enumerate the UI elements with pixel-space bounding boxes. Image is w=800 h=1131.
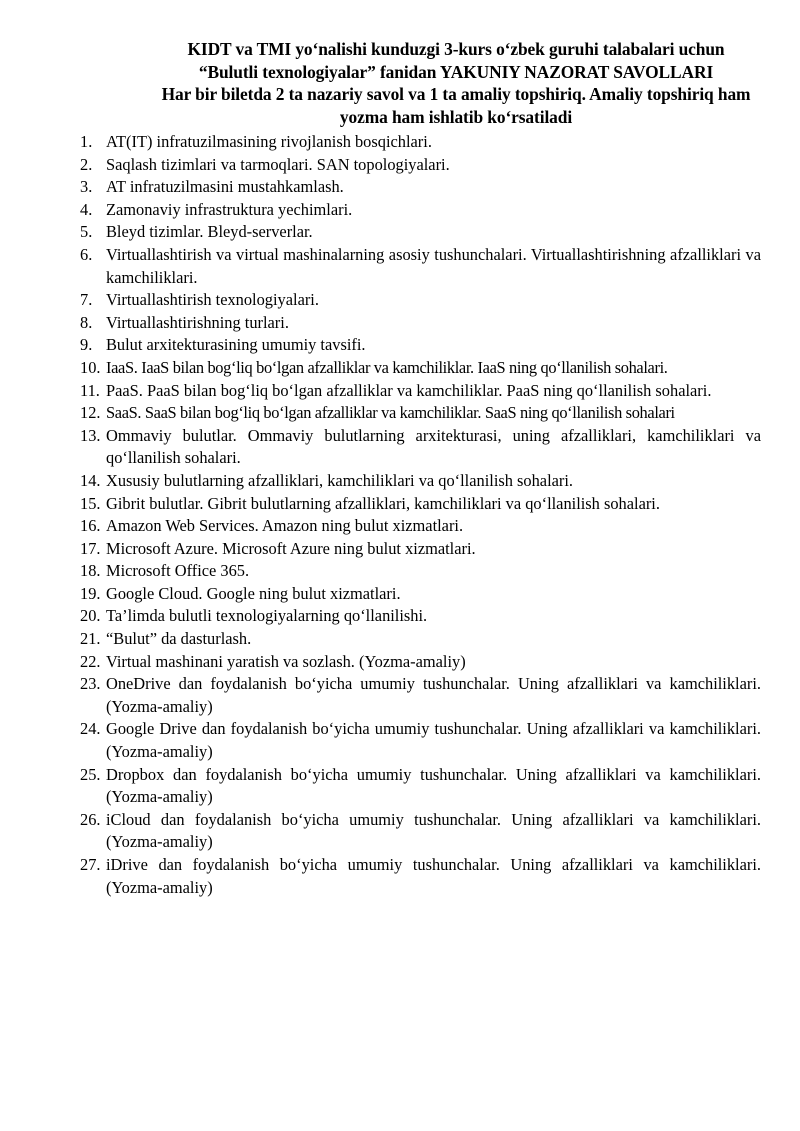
question-number: 10. <box>80 357 101 377</box>
question-text: Gibrit bulutlar. Gibrit bulutlarning afzalliklari, kamchiliklari va qo‘llanilish sohalari. <box>106 493 660 513</box>
question-item <box>80 560 761 583</box>
question-number: 18. <box>80 561 101 581</box>
question-number: 17. <box>80 538 101 558</box>
question-number: 13. <box>80 425 101 445</box>
question-text: Virtuallashtirish va virtual mashinalarning asosiy tushunchalari. Virtuallashtirishning afzalliklari va kamchiliklari. <box>106 244 761 287</box>
question-item <box>80 380 761 403</box>
question-text: Virtuallashtirishning turlari. <box>106 312 289 332</box>
question-number: 19. <box>80 583 101 603</box>
question-item <box>80 493 761 516</box>
question-number: 20. <box>80 606 101 626</box>
question-number: 12. <box>80 403 101 423</box>
document-heading <box>94 38 800 128</box>
question-text: iCloud dan foydalanish bo‘yicha umumiy tushunchalar. Uning afzalliklari va kamchiliklari. (Yozma-amaliy) <box>106 809 761 852</box>
question-number: 14. <box>80 470 101 490</box>
question-item <box>80 289 761 312</box>
question-number: 25. <box>80 764 101 784</box>
question-number: 5. <box>80 222 93 242</box>
question-text: Microsoft Azure. Microsoft Azure ning bulut xizmatlari. <box>106 538 476 558</box>
question-item <box>80 718 761 763</box>
question-number: 6. <box>80 244 93 264</box>
question-item <box>80 244 761 289</box>
question-text: Google Drive dan foydalanish bo‘yicha umumiy tushunchalar. Uning afzalliklari va kamchiliklari. (Yozma-amaliy) <box>106 719 761 762</box>
question-item <box>80 515 761 538</box>
question-text: Xususiy bulutlarning afzalliklari, kamchiliklari va qo‘llanilish sohalari. <box>106 470 574 490</box>
question-item <box>80 583 761 606</box>
question-text: Microsoft Office 365. <box>106 561 250 581</box>
heading-line-1: KIDT va TMI yo‘nalishi kunduzgi 3-kurs o‘zbek guruhi talabalari uchun <box>187 39 725 59</box>
question-text: Zamonaviy infrastruktura yechimlari. <box>106 199 353 219</box>
question-number: 15. <box>80 493 101 513</box>
question-item <box>80 673 761 718</box>
question-text: PaaS. PaaS bilan bog‘liq bo‘lgan afzalliklar va kamchiliklar. PaaS ning qo‘llanilish sohalari. <box>106 380 712 400</box>
question-text: OneDrive dan foydalanish bo‘yicha umumiy tushunchalar. Uning afzalliklari va kamchiliklari. (Yozma-amaliy) <box>106 674 761 716</box>
question-number: 16. <box>80 516 101 536</box>
question-text: Ta’limda bulutli texnologiyalarning qo‘llanilishi. <box>106 606 428 626</box>
question-number: 21. <box>80 629 101 649</box>
question-item <box>80 470 761 493</box>
question-list <box>80 131 761 899</box>
question-text: Ommaviy bulutlar. Ommaviy bulutlarning arxitekturasi, uning afzalliklari, kamchiliklari va qo‘llanilish sohalari. <box>106 425 761 468</box>
question-number: 2. <box>80 154 93 174</box>
question-item <box>80 538 761 561</box>
question-number: 7. <box>80 290 93 310</box>
question-item <box>80 334 761 357</box>
question-number: 11. <box>80 380 100 400</box>
question-text: Google Cloud. Google ning bulut xizmatlari. <box>106 583 401 603</box>
question-text: Dropbox dan foydalanish bo‘yicha umumiy tushunchalar. Uning afzalliklari va kamchiliklari. (Yozma-amaliy) <box>106 764 761 807</box>
question-item <box>80 425 761 470</box>
question-number: 3. <box>80 177 93 197</box>
question-text: “Bulut” da dasturlash. <box>106 629 252 649</box>
question-number: 9. <box>80 335 93 355</box>
question-item <box>80 131 761 154</box>
question-text: Virtual mashinani yaratish va sozlash. (Yozma-amaliy) <box>106 651 466 671</box>
question-text: Amazon Web Services. Amazon ning bulut xizmatlari. <box>106 516 464 536</box>
question-item <box>80 221 761 244</box>
question-item <box>80 176 761 199</box>
question-item <box>80 854 761 899</box>
question-item <box>80 199 761 222</box>
question-number: 27. <box>80 855 101 874</box>
question-text: Saqlash tizimlari va tarmoqlari. SAN topologiyalari. <box>106 154 450 174</box>
heading-line-4: yozma ham ishlatib ko‘rsatiladi <box>339 106 573 127</box>
question-item <box>80 764 761 809</box>
question-number: 26. <box>80 809 101 829</box>
heading-line-3: Har bir biletda 2 ta nazariy savol va 1 ta amaliy topshiriq. Amaliy topshiriq ham <box>161 84 751 105</box>
question-text: Bulut arxitekturasining umumiy tavsifi. <box>106 335 366 355</box>
question-item <box>80 402 761 425</box>
question-item <box>80 605 761 628</box>
question-text: SaaS. SaaS bilan bog‘liq bo‘lgan afzalliklar va kamchiliklar. SaaS ning qo‘llanilish sohalari <box>106 403 675 423</box>
question-item <box>80 809 761 854</box>
question-item <box>80 312 761 335</box>
question-text: iDrive dan foydalanish bo‘yicha umumiy tushunchalar. Uning afzalliklari va kamchiliklari. (Yozma-amaliy) <box>106 855 761 897</box>
question-item <box>80 628 761 651</box>
question-number: 22. <box>80 651 101 671</box>
question-text: IaaS. IaaS bilan bog‘liq bo‘lgan afzalliklar va kamchiliklar. IaaS ning qo‘llanilish sohalari. <box>106 357 668 377</box>
question-number: 23. <box>80 674 101 694</box>
question-item <box>80 357 761 380</box>
question-number: 24. <box>80 719 101 739</box>
question-text: Virtuallashtirish texnologiyalari. <box>106 290 319 310</box>
question-text: AT infratuzilmasini mustahkamlash. <box>106 177 344 197</box>
heading-line-2: “Bulutli texnologiyalar” fanidan YAKUNIY NAZORAT SAVOLLARI <box>198 61 714 82</box>
question-text: Bleyd tizimlar. Bleyd-serverlar. <box>106 222 313 242</box>
question-number: 8. <box>80 312 93 332</box>
question-number: 4. <box>80 199 93 219</box>
question-item <box>80 154 761 177</box>
question-text: AT(IT) infratuzilmasining rivojlanish bosqichlari. <box>106 132 432 151</box>
question-number: 1. <box>80 132 93 151</box>
question-item <box>80 651 761 674</box>
